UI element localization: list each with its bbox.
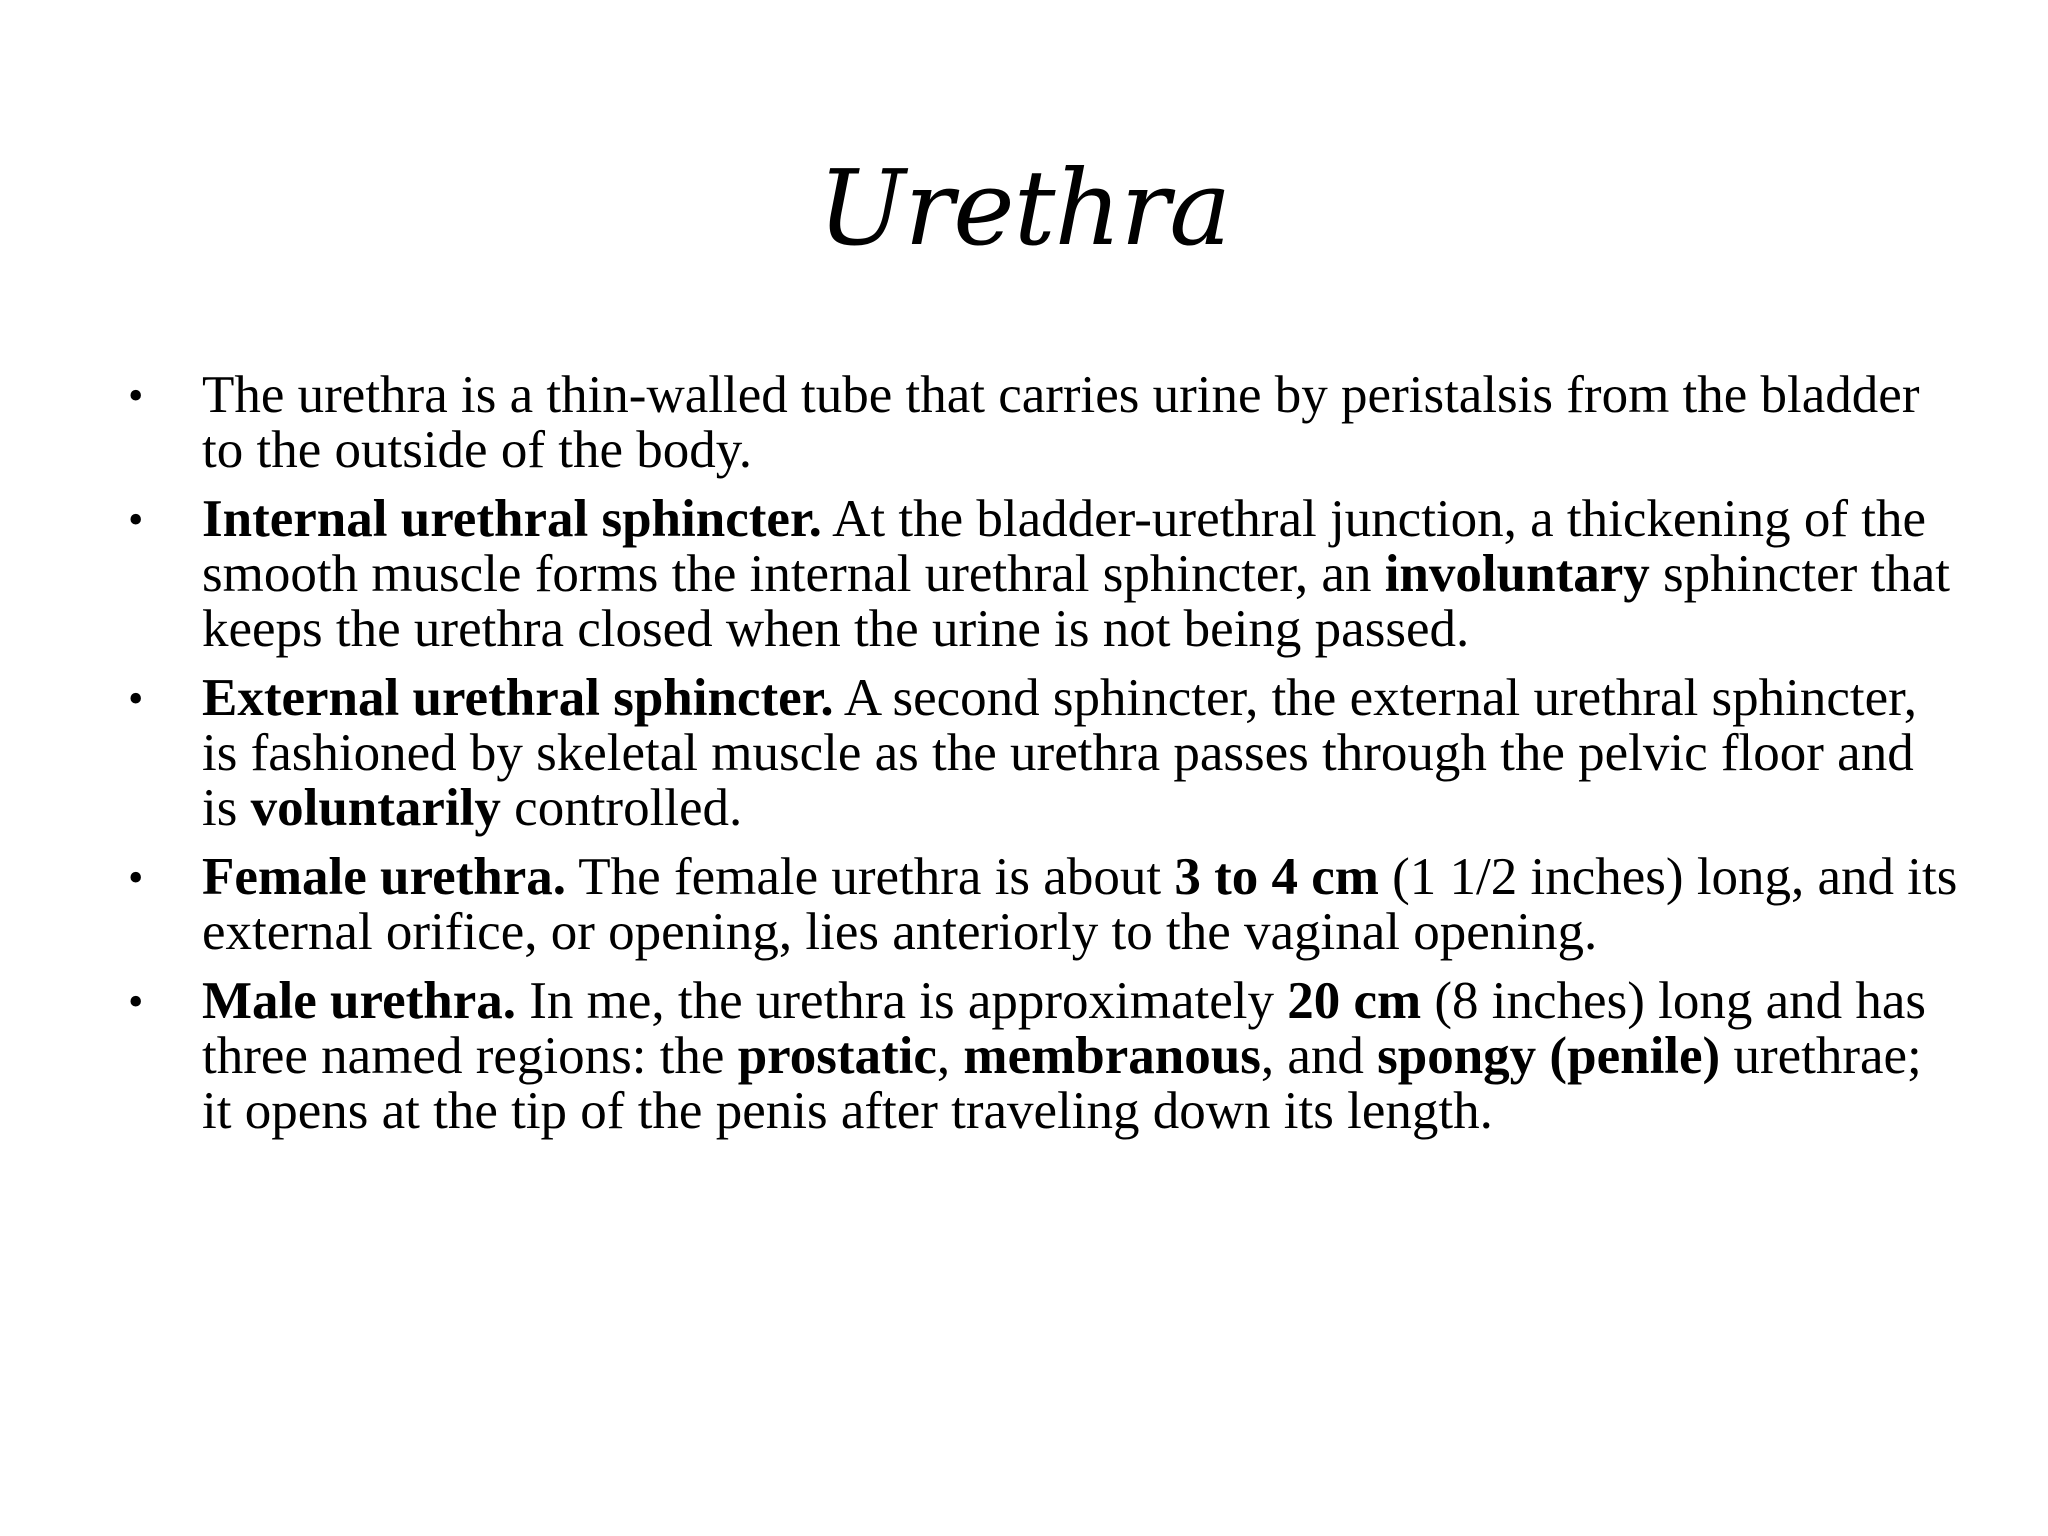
bullet-text: , xyxy=(936,1027,964,1085)
bullet-bold-text: spongy (penile) xyxy=(1377,1027,1721,1085)
bullet-item xyxy=(130,974,1960,1139)
bullet-item xyxy=(130,492,1960,657)
bullet-text: urethrae; it opens at the tip of the penis after traveling down its length. xyxy=(202,1027,1922,1140)
bullet-text: , and xyxy=(1260,1027,1378,1085)
bullet-text: The urethra is a thin-walled tube that carries urine by peristalsis from the bladder to the outside of the body. xyxy=(202,366,1920,479)
bullet-text: sphincter that keeps the urethra closed when the urine is not being passed. xyxy=(202,545,1951,658)
bullet-marker: • xyxy=(128,371,144,420)
bullet-marker: • xyxy=(128,977,144,1026)
bullet-item xyxy=(130,671,1960,836)
bullet-bold-text: Male urethra. xyxy=(202,972,516,1030)
bullet-text: (8 inches) long and has three named regions: the xyxy=(202,972,1926,1085)
bullet-list xyxy=(130,368,1960,1153)
slide-title: Urethra xyxy=(817,147,1231,269)
bullet-bold-text: 3 to 4 cm xyxy=(1174,848,1379,906)
bullet-bold-text: prostatic xyxy=(737,1027,937,1085)
bullet-text: In me, the urethra is approximately xyxy=(516,972,1288,1030)
bullet-text: At the bladder-urethral junction, a thickening of the smooth muscle forms the internal urethral sphincter, an xyxy=(202,490,1927,603)
bullet-text: A second sphincter, the external urethral sphincter, is fashioned by skeletal muscle as the urethra passes through the pelvic floor and is xyxy=(202,669,1917,837)
bullet-bold-text: voluntarily xyxy=(250,779,501,837)
bullet-bold-text: External urethral sphincter. xyxy=(202,669,834,727)
bullet-text: controlled. xyxy=(500,779,743,837)
bullet-bold-text: membranous xyxy=(963,1027,1261,1085)
bullet-text: The female urethra is about xyxy=(566,848,1175,906)
bullet-bold-text: involuntary xyxy=(1384,545,1650,603)
bullet-bold-text: 20 cm xyxy=(1287,972,1422,1030)
bullet-marker: • xyxy=(128,495,144,544)
bullet-bold-text: Internal urethral sphincter. xyxy=(202,490,822,548)
bullet-bold-text: Female urethra. xyxy=(202,848,567,906)
bullet-marker: • xyxy=(128,853,144,902)
bullet-marker: • xyxy=(128,674,144,723)
bullet-text: (1 1/2 inches) long, and its external orifice, or opening, lies anteriorly to the vaginal opening. xyxy=(202,848,1958,961)
bullet-item xyxy=(130,368,1960,478)
bullet-item xyxy=(130,850,1960,960)
